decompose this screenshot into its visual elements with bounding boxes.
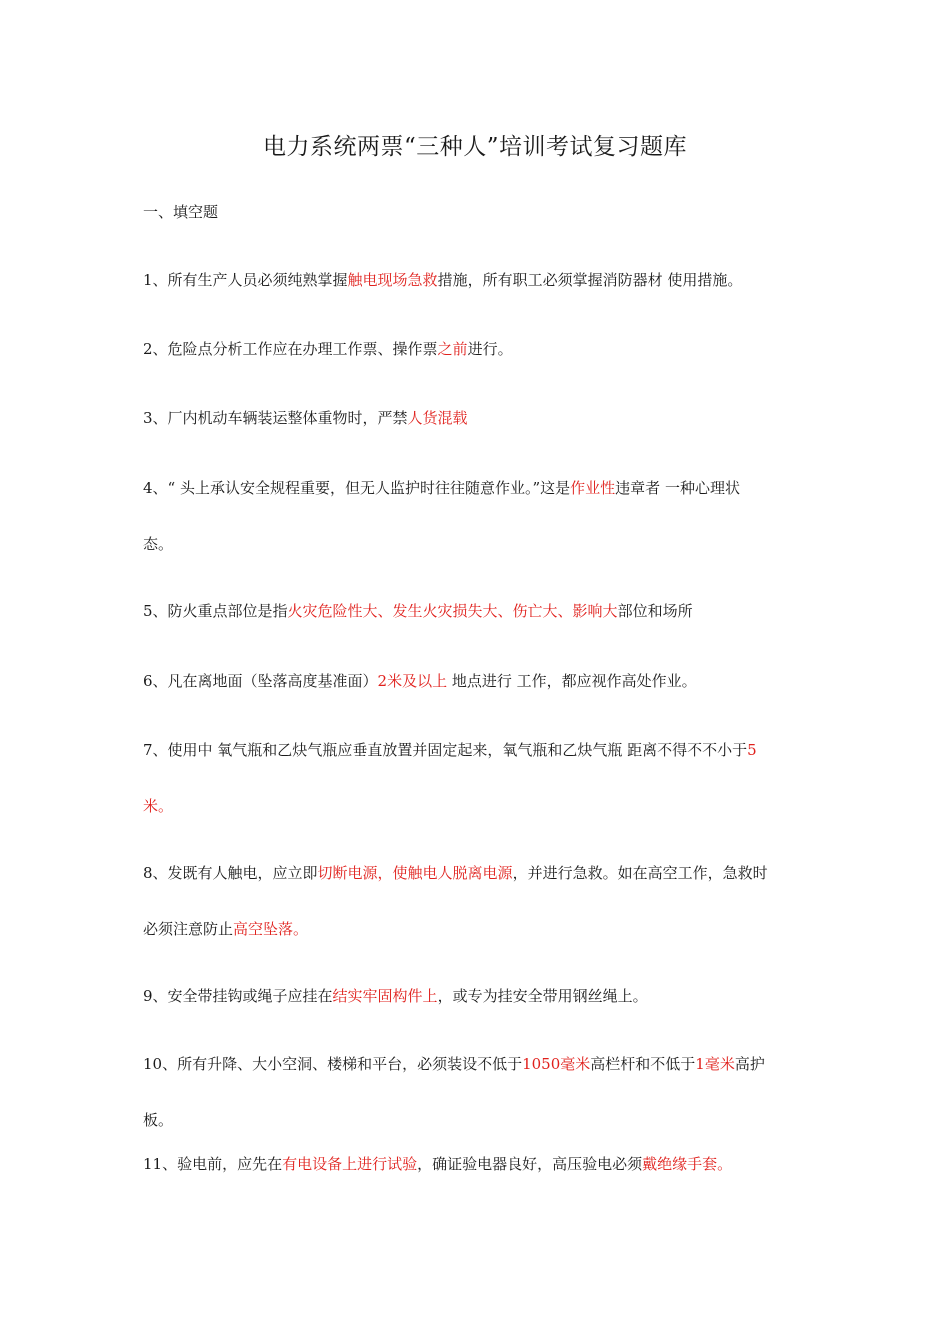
question-item: [143, 583, 818, 639]
question-line: [143, 1036, 818, 1092]
question-line: [143, 516, 818, 572]
answer-text: 火灾危险性大、发生火灾损失大、伤亡大、影响大: [287, 602, 618, 620]
question-item: [143, 390, 818, 446]
question-text: 高栏杆和不低于: [590, 1055, 696, 1073]
question-item: [143, 252, 818, 308]
question-text: 4、“ 头上承认安全规程重要，但无人监护时往往随意作业。”这是: [143, 479, 571, 497]
answer-text: 1毫米: [695, 1055, 735, 1073]
answer-text: 有电设备上进行试验: [282, 1155, 418, 1173]
question-line: [143, 583, 818, 639]
question-text: 2、危险点分析工作应在办理工作票、操作票: [143, 340, 438, 358]
question-text: 高护: [734, 1055, 765, 1073]
question-text: ，或专为挂安全带用钢丝绳上。: [437, 987, 648, 1005]
question-item: [143, 1136, 818, 1192]
question-item: [143, 321, 818, 377]
section-heading: 一、填空题: [143, 203, 219, 221]
question-text: 3、厂内机动车辆装运整体重物时，严禁: [143, 409, 408, 427]
question-text: 态。: [143, 535, 174, 553]
question-line: [143, 1136, 818, 1192]
question-line: [143, 845, 818, 901]
answer-text: 之前: [437, 340, 468, 358]
question-text: ，确证验电器良好，高压验电必须: [417, 1155, 643, 1173]
question-line: [143, 390, 818, 446]
question-text: 措施，所有职工必须掌握消防器材 使用措施。: [437, 271, 743, 289]
question-text: 部位和场所: [617, 602, 693, 620]
question-text: 进行。: [467, 340, 513, 358]
answer-text: 作业性: [570, 479, 616, 497]
answer-text: 结实牢固构件上: [332, 987, 438, 1005]
question-line: [143, 321, 818, 377]
answer-text: 触电现场急救: [347, 271, 438, 289]
question-text: 1、所有生产人员必须纯熟掌握: [143, 271, 348, 289]
answer-text: 切断电源，使触电人脱离电源: [317, 864, 513, 882]
question-text: 9、安全带挂钩或绳子应挂在: [143, 987, 333, 1005]
question-line: [143, 460, 818, 516]
question-line: [143, 722, 818, 778]
question-item: [143, 460, 818, 572]
question-text: ，并进行急救。如在高空工作，急救时: [512, 864, 768, 882]
question-item: [143, 722, 818, 834]
answer-text: 5: [747, 741, 757, 759]
question-text: 6、凡在离地面（坠落高度基准面）: [143, 672, 378, 690]
question-text: 违章者 一种心理状: [615, 479, 740, 497]
question-line: [143, 901, 818, 957]
answer-text: 米。: [143, 797, 174, 815]
question-item: [143, 845, 818, 957]
answer-text: 戴绝缘手套。: [642, 1155, 733, 1173]
question-line: [143, 252, 818, 308]
answer-text: 2米及以上: [377, 672, 448, 690]
page-title: 电力系统两票“三种人”培训考试复习题库: [262, 134, 688, 160]
question-text: 7、使用中 氧气瓶和乙炔气瓶应垂直放置并固定起来，氧气瓶和乙炔气瓶 距离不得不不小于: [143, 741, 748, 759]
question-line: [143, 778, 818, 834]
question-line: [143, 653, 818, 709]
question-text: 板。: [143, 1111, 174, 1129]
answer-text: 高空坠落。: [233, 920, 309, 938]
question-text: 10、所有升降、大小空洞、楼梯和平台，必须装设不低于: [143, 1055, 523, 1073]
answer-text: 1050毫米: [522, 1055, 591, 1073]
question-item: [143, 968, 818, 1024]
question-item: [143, 1036, 818, 1148]
question-text: 5、防火重点部位是指: [143, 602, 288, 620]
question-text: 必须注意防止: [143, 920, 234, 938]
question-item: [143, 653, 818, 709]
question-text: 地点进行 工作，都应视作高处作业。: [447, 672, 697, 690]
question-text: 8、发既有人触电，应立即: [143, 864, 318, 882]
answer-text: 人货混载: [407, 409, 468, 427]
question-text: 11、验电前，应先在: [143, 1155, 283, 1173]
question-line: [143, 968, 818, 1024]
